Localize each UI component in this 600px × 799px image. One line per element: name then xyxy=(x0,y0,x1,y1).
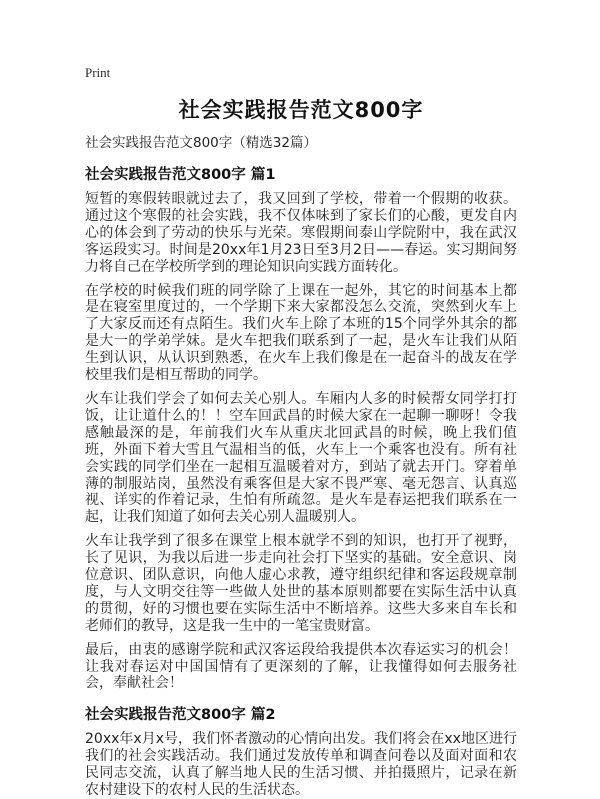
page-title: 社会实践报告范文800字 xyxy=(178,98,424,122)
paragraph: 在学校的时候我们班的同学除了上课在一起外，其它的时间基本上都是在寝室里度过的，一个学期下来大家都没怎么交流，突然到火车上了大家反而还有点陌生。我们火车上除了本班的15个同学外其余的都是大一的学弟学妹。是火车把我们联系到了一起，是火车让我们从陌生到认识，从认识到熟悉，在火车上我们像是在一起奋斗的战友在学校里我们是相互帮助的同学。 xyxy=(85,282,517,384)
section-2 xyxy=(85,706,517,799)
print-button[interactable]: Print xyxy=(85,65,111,80)
paragraph: 20xx年x月x号，我们怀者激动的心情向出发。我们将会在xx地区进行我们的社会实践活动。我们通过发放传单和调查问卷以及面对面和农民同志交流，认真了解当地人民的生活习惯、并拍摄照片，记录在新农村建设下的农村人民的生活状态。 xyxy=(85,731,517,799)
paragraph: 火车让我学到了很多在课堂上根本就学不到的知识，也打开了视野，长了见识，为我以后进一步走向社会打下坚实的基础。安全意识、岗位意识、团队意识，向他人虚心求教，遵守组织纪律和客运段规章制度，与人文明交往等一些做人处世的基本原则都要在实际生活中认真的贯彻，好的习惯也要在实际生活中不断培养。这些大多来自车长和老师们的教导，这是我一生中的一笔宝贵财富。 xyxy=(85,533,517,634)
section-1 xyxy=(85,166,517,692)
paragraph: 短暂的寒假转眼就过去了，我又回到了学校，带着一个假期的收获。通过这个寒假的社会实践，我不仅体味到了家长们的心酸，更发自内心的体会到了劳动的快乐与光荣。寒假期间泰山学院附中，我在武汉客运段实习。时间是20xx年1月23日至3月2日——春运。实习期间努力将自己在学校所学到的理论知识向实践方面转化。 xyxy=(85,191,517,275)
section-2-heading: 社会实践报告范文800字 篇2 xyxy=(85,707,276,724)
paragraph: 火车让我们学会了如何去关心别人。车厢内人多的时候帮女同学打打饭，让让道什么的！！空车回武昌的时候大家在一起聊一聊呀！令我感触最深的是，年前我们火车从重庆北回武昌的时候，晚上我们值班，外面下着大雪且气温相当的低，火车上一个乘客也没有。所有社会实践的同学们坐在一起相互温暖着对方，到站了就去开门。穿着单薄的制服站岗，虽然没有乘客但是大家不畏严寒、毫无怨言、认真巡视、详实的作着记录，生怕有所疏忽。是火车是春运把我们联系在一起，让我们知道了如何去关心别人温暖别人。 xyxy=(85,390,517,526)
document-subtitle: 社会实践报告范文800字（精选32篇） xyxy=(85,135,317,151)
paragraph: 最后，由衷的感谢学院和武汉客运段给我提供本次春运实习的机会！让我对春运对中国国情有了更深刻的了解，让我懂得如何去服务社会，奉献社会！ xyxy=(85,641,517,692)
section-1-heading: 社会实践报告范文800字 篇1 xyxy=(85,167,276,183)
